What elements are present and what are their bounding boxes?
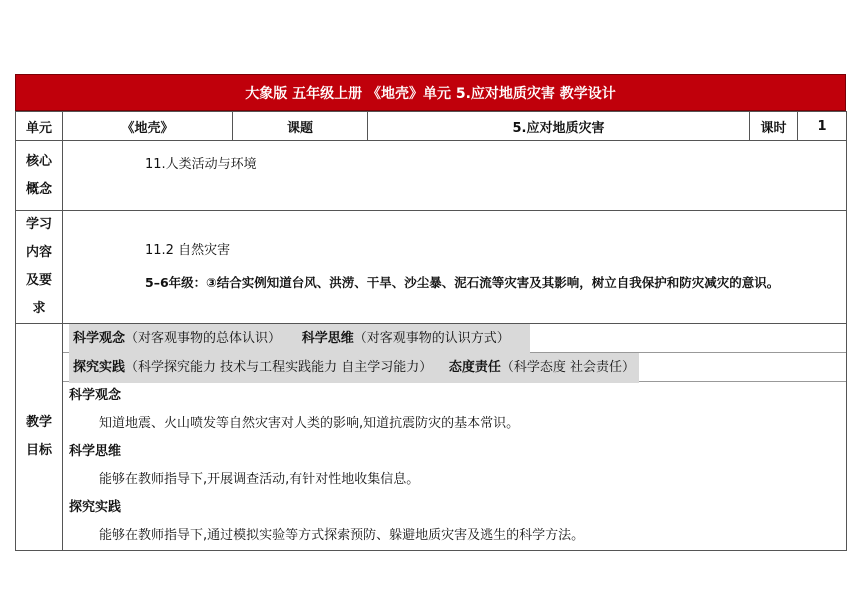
goal-section-text: 能够在教师指导下,开展调查活动,有针对性地收集信息。 <box>99 472 420 487</box>
core-concept-row <box>16 141 847 211</box>
hours-value: 1 <box>798 112 847 141</box>
unit-label: 单元 <box>16 112 63 141</box>
study-line-2: 5–6年级：③结合实例知道台风、洪涝、干旱、沙尘暴、泥石流等灾害及其影响，树立自我保护和防灾减灾的意识。 <box>145 275 780 290</box>
study-content-label: 学习 内容 及要 求 <box>16 211 63 324</box>
goal-section-title: 探究实践 <box>69 500 122 515</box>
goal-section-title: 科学观念 <box>69 388 122 403</box>
hours-label: 课时 <box>750 112 798 141</box>
study-line-1: 11.2 自然灾害 <box>145 243 231 258</box>
study-content-text <box>63 211 847 324</box>
teaching-goals-content <box>63 324 847 551</box>
topic-value: 5.应对地质灾害 <box>368 112 750 141</box>
header-row <box>16 112 847 141</box>
goal-section-title: 科学思维 <box>69 444 122 459</box>
topic-label: 课题 <box>233 112 368 141</box>
study-content-row <box>16 211 847 324</box>
lesson-plan-document <box>15 74 846 551</box>
teaching-goals-label: 教学 目标 <box>16 324 63 551</box>
goal-section-text: 能够在教师指导下,通过模拟实验等方式探索预防、躲避地质灾害及逃生的科学方法。 <box>99 528 585 543</box>
core-concept-label: 核心 概念 <box>16 141 63 211</box>
goal-tags-line-1: 科学观念（对客观事物的总体认识） 科学思维（对客观事物的认识方式） <box>63 324 846 353</box>
lesson-plan-table <box>15 111 847 551</box>
teaching-goals-row <box>16 324 847 551</box>
core-concept-text: 11.人类活动与环境 <box>63 141 847 211</box>
goal-section-text: 知道地震、火山喷发等自然灾害对人类的影响,知道抗震防灾的基本常识。 <box>99 416 520 431</box>
document-title: 大象版 五年级上册 《地壳》单元 5.应对地质灾害 教学设计 <box>15 74 846 111</box>
unit-value: 《地壳》 <box>63 112 233 141</box>
goal-tags-line-2: 探究实践（科学探究能力 技术与工程实践能力 自主学习能力） 态度责任（科学态度 社会责任） <box>63 353 846 382</box>
